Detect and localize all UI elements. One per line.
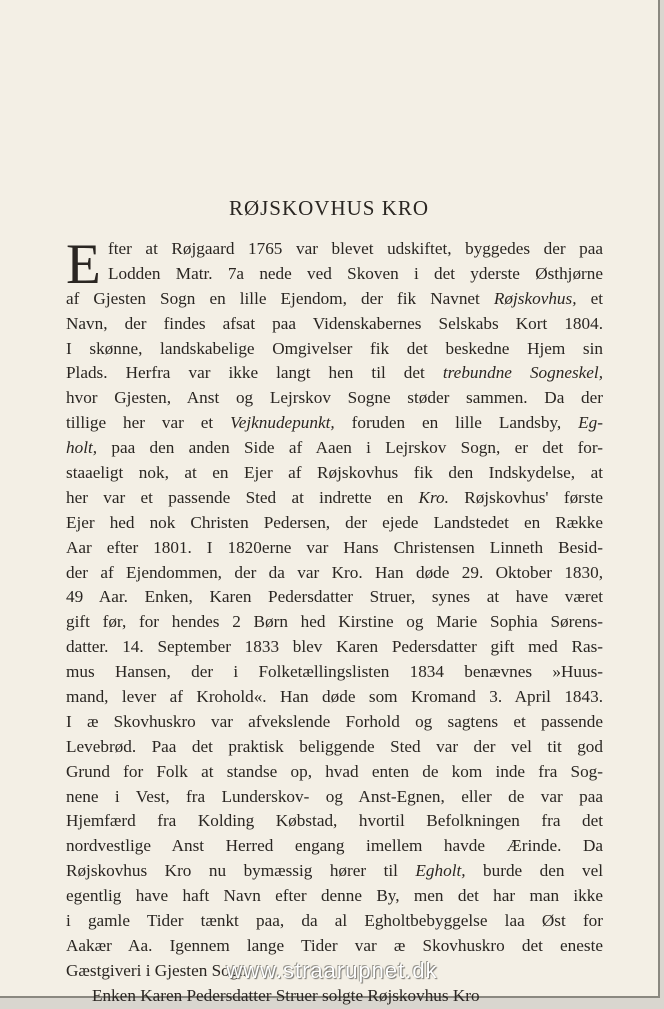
body-text <box>66 233 603 1009</box>
italic-term: trebundne Sogneskel, <box>442 363 603 383</box>
text-line <box>66 461 603 486</box>
text-run: i gamle Tider tænkt paa, da al Egholtbebyggelse laa Øst for <box>66 911 603 931</box>
text-run: mus Hansen, der i Folketællingslisten 1834 benævnes »Huus- <box>66 662 603 682</box>
text-run: egentlig have haft Navn efter denne By, men det har man ikke <box>66 886 603 906</box>
text-line <box>66 386 603 411</box>
text-line <box>66 312 603 337</box>
text-run: mand, lever af Krohold«. Han døde som Kromand 3. April 1843. <box>66 687 603 707</box>
text-run: fter at Røjgaard 1765 var blevet udskiftet, byggedes der paa <box>108 239 603 258</box>
text-run: af Gjesten Sogn en lille Ejendom, der fik Navnet <box>66 288 494 308</box>
text-run: Ejer hed nok Christen Pedersen, der ejede Landstedet en Række <box>66 512 603 532</box>
text-line <box>66 486 603 511</box>
italic-term: Eg- <box>578 413 603 433</box>
text-line <box>66 685 603 710</box>
watermark: www.straarupnet.dk <box>226 958 438 983</box>
italic-term: holt, <box>66 438 98 458</box>
text-run: gift før, for hendes 2 Børn hed Kirstine og Marie Sophia Sørens- <box>66 612 603 632</box>
text-line <box>66 834 603 859</box>
text-run: Hjemfærd fra Kolding Købstad, hvortil Befolkningen fra det <box>66 811 603 831</box>
text-run: I æ Skovhuskro var afvekslende Forhold og sagtens et passende <box>66 711 603 731</box>
text-run: foruden en lille Landsby, <box>334 413 579 433</box>
drop-cap: E <box>66 233 101 296</box>
text-line <box>66 585 603 610</box>
text-run: I skønne, landskabelige Omgivelser fik det beskedne Hjem sin <box>66 338 603 358</box>
text-line <box>66 262 603 287</box>
text-line <box>66 884 603 909</box>
text-line <box>66 610 603 635</box>
text-line <box>66 934 603 959</box>
text-run: paa den anden Side af Aaen i Lejrskov Sogn, er det for- <box>97 438 603 458</box>
text-run: datter. 14. September 1833 blev Karen Pedersdatter gift med Ras- <box>66 637 603 657</box>
text-run: Aakær Aa. Igennem lange Tider var æ Skovhuskro det eneste <box>66 935 603 955</box>
text-run: Gæstgiveri i Gjesten Sogn. <box>66 960 252 980</box>
text-run: Grund for Folk at standse op, hvad enten de kom inde fra Sog- <box>66 761 603 781</box>
text-line <box>66 337 603 362</box>
text-line <box>66 909 603 934</box>
text-line <box>66 411 603 436</box>
text-run: her var et passende Sted at indrette en <box>66 487 419 507</box>
text-run: et <box>576 288 603 308</box>
text-run: nordvestlige Anst Herred engang imellem havde Ærinde. Da <box>66 836 603 856</box>
text-run: Plads. Herfra var ikke langt hen til det <box>66 363 443 383</box>
text-run: staaeligt nok, at en Ejer af Røjskovhus fik den Indskydelse, at <box>66 463 603 483</box>
text-line <box>66 436 603 461</box>
text-run: Aar efter 1801. I 1820erne var Hans Christensen Linneth Besid- <box>66 537 603 557</box>
text-line <box>66 511 603 536</box>
text-run: Lodden Matr. 7a nede ved Skoven i det yderste Østhjørne <box>108 263 603 283</box>
text-run: tillige her var et <box>66 413 231 433</box>
text-line <box>66 237 603 262</box>
text-line <box>66 785 603 810</box>
text-run: nene i Vest, fra Lunderskov- og Anst-Egnen, eller de var paa <box>66 786 603 806</box>
text-line <box>66 635 603 660</box>
text-line <box>66 859 603 884</box>
italic-term: Røjskovhus, <box>493 288 577 308</box>
text-line <box>66 760 603 785</box>
text-line <box>66 561 603 586</box>
text-line <box>66 361 603 386</box>
text-run: Røjskovhus Kro nu bymæssig hører til <box>66 861 416 881</box>
text-line <box>66 809 603 834</box>
text-line <box>66 536 603 561</box>
text-line <box>66 660 603 685</box>
text-run: 49 Aar. Enken, Karen Pedersdatter Struer, synes at have været <box>66 587 603 607</box>
text-run: Røjskovhus' første <box>448 487 603 507</box>
text-run: Navn, der findes afsat paa Videnskabernes Selskabs Kort 1804. <box>66 313 603 333</box>
text-line <box>66 735 603 760</box>
chapter-title: RØJSKOVHUS KRO <box>228 196 430 220</box>
text-run: Enken Karen Pedersdatter Struer solgte Røjskovhus Kro <box>92 985 480 1005</box>
text-run: der af Ejendommen, der da var Kro. Han døde 29. Oktober 1830, <box>66 562 603 582</box>
italic-term: Vejknudepunkt, <box>230 413 335 433</box>
text-line <box>66 287 603 312</box>
text-line <box>66 984 603 1009</box>
text-run: hvor Gjesten, Anst og Lejrskov Sogne støder sammen. Da der <box>66 388 603 408</box>
text-run: Levebrød. Paa det praktisk beliggende Sted var der vel tit god <box>66 736 603 756</box>
text-run: burde den vel <box>465 861 603 881</box>
text-line <box>66 710 603 735</box>
italic-term: Kro. <box>418 487 449 507</box>
italic-term: Egholt, <box>415 861 466 881</box>
